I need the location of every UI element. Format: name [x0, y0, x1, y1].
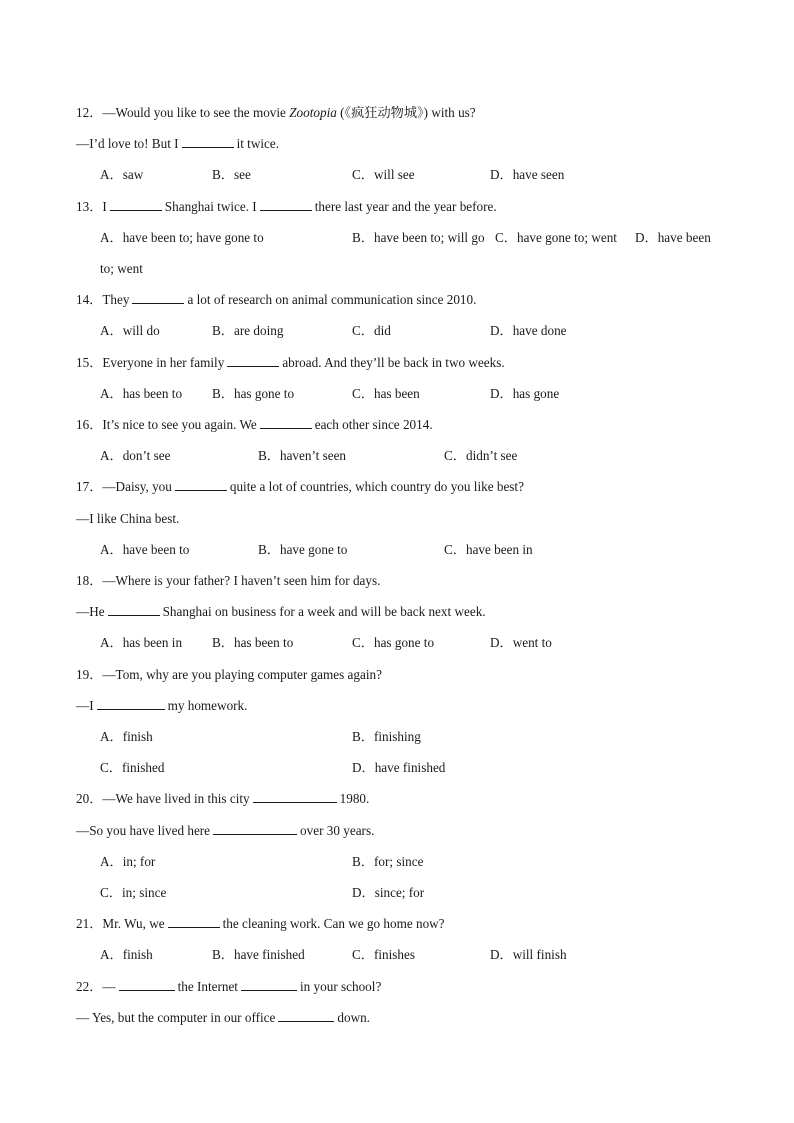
- options-row: [100, 758, 720, 778]
- option-d[interactable]: D．have been: [635, 230, 711, 245]
- stem-text: quite a lot of countries, which country do you like best?: [229, 479, 524, 494]
- option-continuation: to; went: [100, 261, 143, 276]
- stem-text: 22．—: [76, 979, 116, 994]
- stem-text: abroad. And they’ll be back in two weeks.: [282, 355, 505, 370]
- stem-text: a lot of research on animal communication since 2010.: [187, 292, 477, 307]
- dialogue-line: [76, 602, 486, 622]
- question-stem: [76, 103, 476, 123]
- option-c[interactable]: C．did: [352, 323, 391, 338]
- dialogue-line: [76, 509, 179, 529]
- stem-text: my homework.: [167, 698, 248, 713]
- question-stem: [76, 290, 476, 310]
- stem-text: each other since 2014.: [314, 417, 433, 432]
- italic-title: Zootopia: [289, 105, 337, 120]
- options-row: [100, 883, 720, 903]
- answer-blank[interactable]: [260, 415, 312, 429]
- stem-text: Shanghai twice. I: [164, 199, 257, 214]
- answer-blank[interactable]: [227, 353, 279, 367]
- options-row: [100, 727, 720, 747]
- option-c[interactable]: C．in; since: [100, 885, 167, 900]
- answer-blank[interactable]: [168, 914, 220, 928]
- option-c[interactable]: C．have been in: [444, 542, 533, 557]
- option-b[interactable]: B．for; since: [352, 854, 424, 869]
- options-row: [100, 165, 720, 185]
- option-a[interactable]: A．don’t see: [100, 448, 171, 463]
- stem-text: —I like China best.: [76, 511, 180, 526]
- stem-text: it twice.: [236, 136, 280, 151]
- option-b[interactable]: B．finishing: [352, 729, 421, 744]
- stem-text: 17．—Daisy, you: [76, 479, 172, 494]
- options-row: [100, 945, 720, 965]
- dialogue-line: [76, 696, 247, 716]
- answer-blank[interactable]: [241, 977, 297, 991]
- option-a[interactable]: A．in; for: [100, 854, 156, 869]
- option-b[interactable]: B．have finished: [212, 947, 305, 962]
- dialogue-line: [76, 134, 279, 154]
- stem-text: 1980.: [339, 791, 370, 806]
- answer-blank[interactable]: [213, 821, 297, 835]
- stem-text: there last year and the year before.: [314, 199, 497, 214]
- stem-text: 13．I: [76, 199, 107, 214]
- option-c[interactable]: C．finished: [100, 760, 165, 775]
- option-c[interactable]: C．finishes: [352, 947, 416, 962]
- stem-text: 15．Everyone in her family: [76, 355, 225, 370]
- option-d[interactable]: D．will finish: [490, 947, 567, 962]
- answer-blank[interactable]: [278, 1008, 334, 1022]
- option-d[interactable]: D．since; for: [352, 885, 425, 900]
- answer-blank[interactable]: [132, 290, 184, 304]
- answer-blank[interactable]: [110, 197, 162, 211]
- options-row: [100, 321, 720, 341]
- option-a[interactable]: A．has been in: [100, 635, 183, 650]
- option-b[interactable]: B．have been to; will go: [352, 230, 485, 245]
- option-c[interactable]: C．didn’t see: [444, 448, 518, 463]
- option-a[interactable]: A．have been to: [100, 542, 190, 557]
- question-stem: [76, 789, 369, 809]
- options-row: [100, 384, 720, 404]
- options-row: [100, 228, 720, 248]
- option-d[interactable]: D．went to: [490, 635, 552, 650]
- stem-text: Shanghai on business for a week and will be back next week.: [162, 604, 486, 619]
- dialogue-line: [76, 1008, 370, 1028]
- answer-blank[interactable]: [108, 602, 160, 616]
- stem-text: 14．They: [76, 292, 130, 307]
- answer-blank[interactable]: [97, 696, 165, 710]
- stem-text: —He: [76, 604, 105, 619]
- question-stem: [76, 914, 445, 934]
- option-d[interactable]: D．have seen: [490, 167, 565, 182]
- option-c[interactable]: C．have gone to; went: [495, 230, 617, 245]
- stem-text: —I’d love to! But I: [76, 136, 179, 151]
- stem-text: over 30 years.: [300, 823, 375, 838]
- option-b[interactable]: B．haven’t seen: [258, 448, 347, 463]
- stem-text: down.: [337, 1010, 370, 1025]
- question-stem: [76, 571, 380, 591]
- options-row: [100, 540, 720, 560]
- option-a[interactable]: A．saw: [100, 167, 144, 182]
- option-c[interactable]: C．will see: [352, 167, 415, 182]
- question-stem: [76, 353, 505, 373]
- answer-blank[interactable]: [260, 197, 312, 211]
- stem-text: —So you have lived here: [76, 823, 211, 838]
- question-stem: [76, 415, 433, 435]
- stem-text: 18．—Where is your father? I haven’t seen him for days.: [76, 573, 381, 588]
- stem-text: 21．Mr. Wu, we: [76, 916, 165, 931]
- question-stem: [76, 977, 381, 997]
- dialogue-line: [76, 821, 374, 841]
- option-d[interactable]: D．have done: [490, 323, 567, 338]
- options-row: [100, 852, 720, 872]
- stem-text: —I: [76, 698, 94, 713]
- option-d[interactable]: D．have finished: [352, 760, 446, 775]
- option-d[interactable]: D．has gone: [490, 386, 560, 401]
- option-c[interactable]: C．has been: [352, 386, 420, 401]
- answer-blank[interactable]: [119, 977, 175, 991]
- answer-blank[interactable]: [182, 134, 234, 148]
- stem-text: the cleaning work. Can we go home now?: [222, 916, 445, 931]
- option-a[interactable]: A．finish: [100, 947, 153, 962]
- question-stem: [76, 197, 497, 217]
- option-a[interactable]: A．have been to; have gone to: [100, 230, 264, 245]
- option-a[interactable]: A．has been to: [100, 386, 183, 401]
- option-a[interactable]: A．will do: [100, 323, 160, 338]
- option-b[interactable]: B．has gone to: [212, 386, 295, 401]
- options-row: [100, 633, 720, 653]
- stem-text: — Yes, but the computer in our office: [76, 1010, 276, 1025]
- option-a[interactable]: A．finish: [100, 729, 153, 744]
- stem-text: 16．It’s nice to see you again. We: [76, 417, 257, 432]
- stem-text: 12．—Would you like to see the movie: [76, 105, 290, 120]
- question-stem: [76, 477, 524, 497]
- stem-text: 19．—Tom, why are you playing computer games again?: [76, 667, 382, 682]
- option-b[interactable]: B．has been to: [212, 635, 294, 650]
- question-stem: [76, 665, 382, 685]
- option-b[interactable]: B．have gone to: [258, 542, 348, 557]
- answer-blank[interactable]: [175, 477, 227, 491]
- option-b[interactable]: B．are doing: [212, 323, 284, 338]
- option-b[interactable]: B．see: [212, 167, 251, 182]
- stem-text: (《疯狂动物城》) with us?: [336, 105, 476, 120]
- option-c[interactable]: C．has gone to: [352, 635, 435, 650]
- stem-text: 20．—We have lived in this city: [76, 791, 250, 806]
- stem-text: in your school?: [299, 979, 382, 994]
- stem-text: the Internet: [177, 979, 238, 994]
- options-row: [100, 446, 720, 466]
- answer-blank[interactable]: [253, 789, 337, 803]
